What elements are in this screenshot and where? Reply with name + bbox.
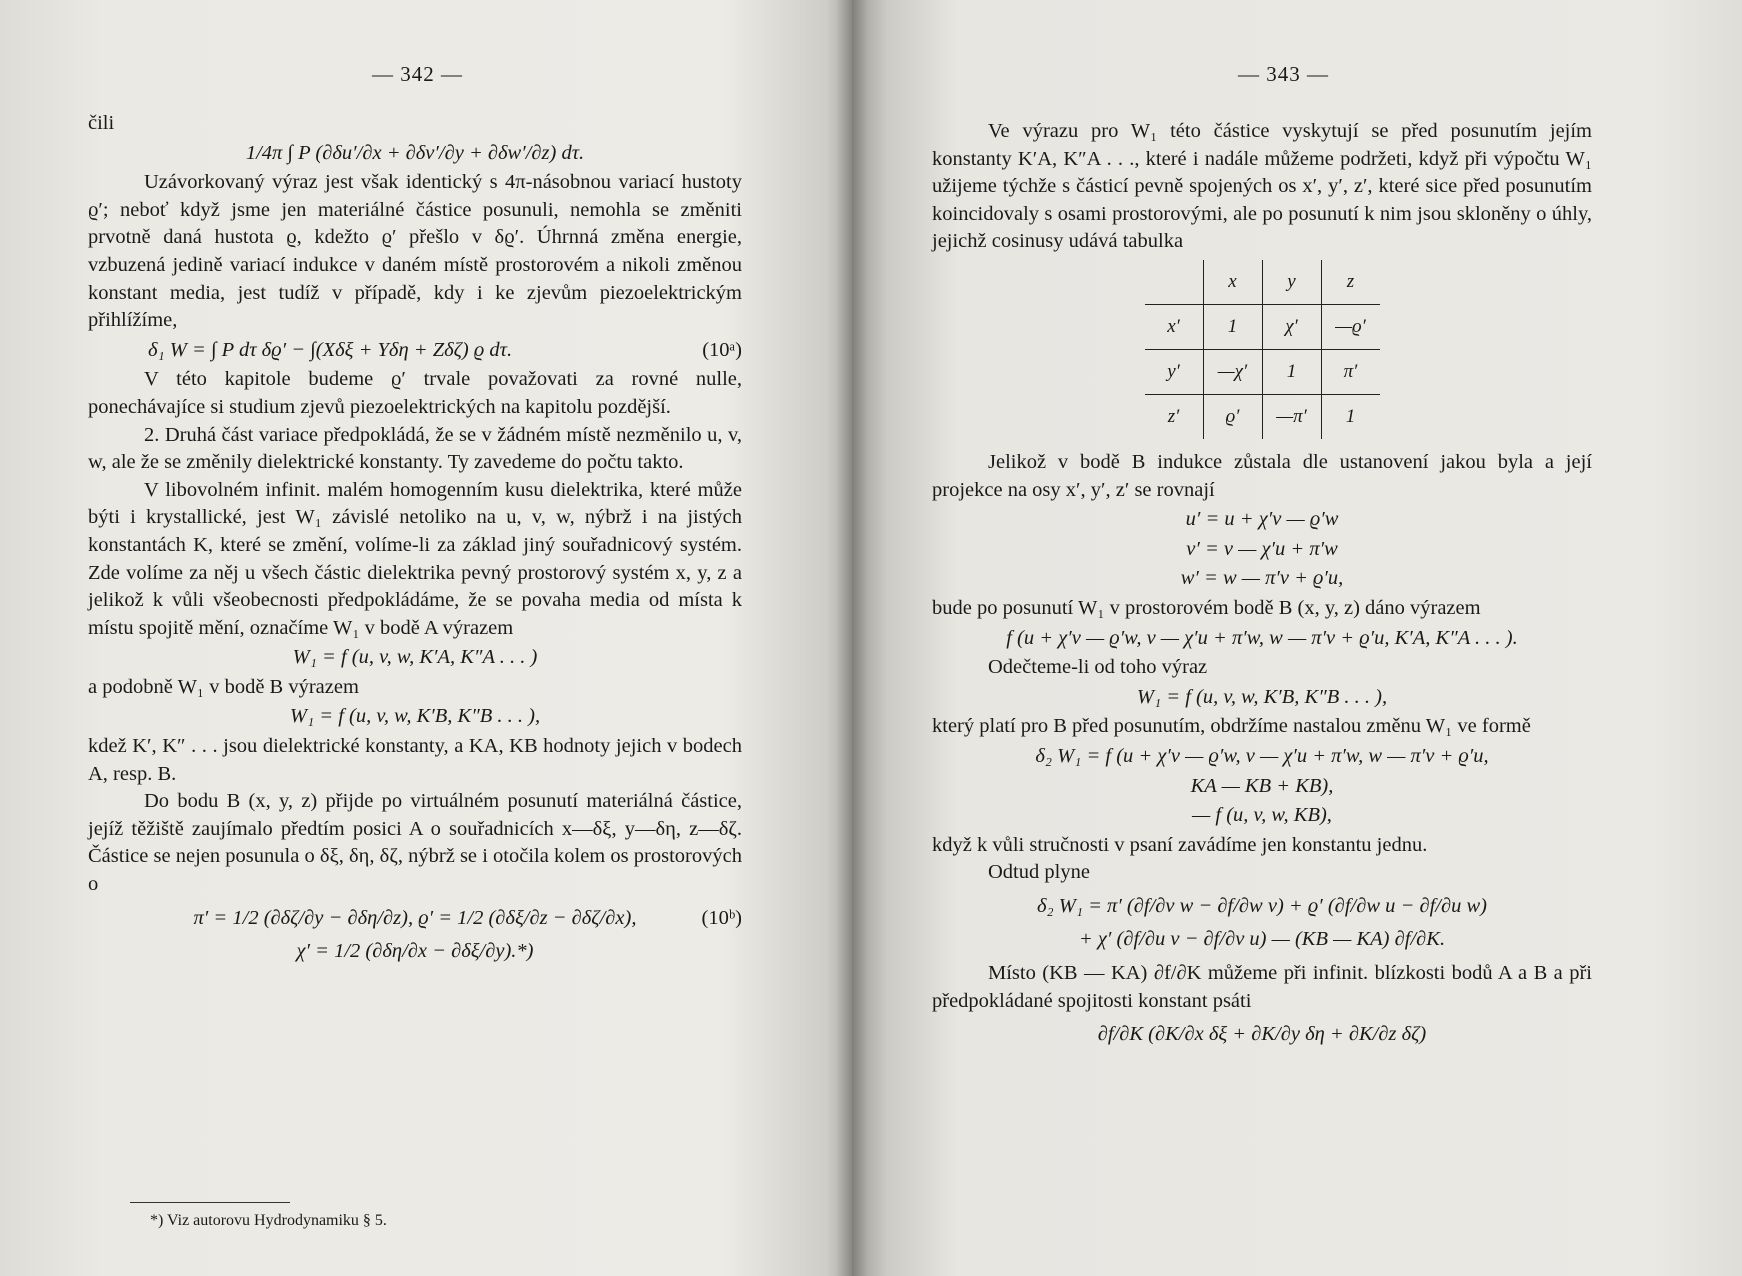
table-cell: 1 bbox=[1321, 394, 1380, 439]
right-text-column bbox=[932, 118, 1592, 1055]
paragraph-brevity: když k vůli stručnosti v psaní zavádíme jen konstantu jednu. bbox=[932, 833, 1428, 856]
table-header-y: y bbox=[1262, 260, 1321, 305]
page-number-left: — 342 — bbox=[372, 62, 463, 86]
footnote-rule bbox=[130, 1202, 290, 1203]
footnote: *) Viz autorovu Hydrodynamiku § 5. bbox=[150, 1212, 387, 1229]
paragraph-dielectric: V libovolném infinit. malém homogenním kusu dielektrika, které může býti i krystallické, jest W₁ závislé netoliko na u, v, w, nýbrž i na jistých konstantách K, které se změní, volíme-li za základ jiný souřadnicový systém. Zde volíme za něj u všech částic dielektrika pevný prostorový systém x, y, z a jelikož k vůli všeobecnosti předpokládáme, že se povaha media od místa k místu spojitě mění, označíme W₁ v bodě A výrazem bbox=[88, 478, 742, 639]
equation-10b-number: (10ᵇ) bbox=[701, 906, 742, 929]
cosine-table-header bbox=[1145, 260, 1380, 305]
right-page bbox=[852, 0, 1742, 1276]
paragraph-induction: Jelikož v bodě B indukce zůstala dle ustanovení jakou byla a její projekce na osy x′, y′, z′ se rovnají bbox=[932, 450, 1592, 501]
table-cell: 1 bbox=[1262, 349, 1321, 394]
paragraph-similarly: a podobně W₁ v bodě B výrazem bbox=[88, 675, 359, 698]
equation-delta2-line2: KA — KB + KB), bbox=[1190, 774, 1334, 797]
gutter-shade-right bbox=[852, 0, 868, 1276]
left-text-column bbox=[88, 110, 742, 968]
table-row-label: y′ bbox=[1145, 349, 1204, 394]
paragraph-constants: kdež K′, K″ . . . jsou dielektrické konstanty, a KA, KB hodnoty jejich v bodech A, resp. B. bbox=[88, 735, 742, 785]
table-header-z: z bbox=[1321, 260, 1380, 305]
paragraph-instead: Místo (KB — KA) ∂f/∂K můžeme při infinit. blízkosti bodů A a B a při předpokládané spojitosti konstant psáti bbox=[932, 962, 1592, 1012]
equation-w-prime: w′ = w — π′v + ϱ′u, bbox=[1180, 567, 1344, 590]
paragraph-after-shift: bude po posunutí W₁ v prostorovém bodě B (x, y, z) dáno výrazem bbox=[932, 596, 1481, 619]
equation-10a bbox=[88, 337, 742, 365]
equation-w1-b: W₁ = f (u, v, w, K′B, K″B . . . ), bbox=[289, 705, 541, 728]
equation-10a-number: (10ᵃ) bbox=[702, 338, 742, 361]
equation-10b-body: π′ = 1/2 (∂δζ/∂y − ∂δη/∂z), ϱ′ = 1/2 (∂δξ/∂z − ∂δζ/∂x), bbox=[193, 906, 637, 929]
table-cell: π′ bbox=[1321, 349, 1380, 394]
equation-10b bbox=[88, 905, 742, 933]
equation-10a-body: δ₁ W = ∫ P dτ δϱ′ − ∫(Xδξ + Yδη + Zδζ) ϱ dτ. bbox=[148, 338, 513, 361]
table-row-label: z′ bbox=[1167, 406, 1180, 428]
paragraph-rho-zero: V této kapitole budeme ϱ′ trvale považovati za rovné nulle, ponechávajíce si studium zjevů piezoelektrických na kapitolu pozdější. bbox=[88, 368, 742, 418]
paragraph-virtual-shift: Do bodu B (x, y, z) přijde po virtuálném posunutí materiálná částice, jejíž těžiště zaujímalo předtím posici A o souřadnicích x—δξ, y—δη, z—δζ. Částice se nejen posunula o δξ, δη, δζ, nýbrž se i otočila kolem os prostorových o bbox=[88, 790, 742, 896]
paragraph-subtract: Odečteme-li od toho výraz bbox=[988, 656, 1208, 679]
equation-result-line1: δ₂ W₁ = π′ (∂f/∂v w − ∂f/∂w v) + ϱ′ (∂f/∂w u − ∂f/∂u w) bbox=[1036, 894, 1487, 917]
table-row bbox=[1145, 394, 1380, 439]
cili-word: čili bbox=[88, 112, 115, 134]
equation-delta2-line3: — f (u, v, w, KB), bbox=[1192, 804, 1332, 827]
paragraph-change-form: který platí pro B před posunutím, obdržíme nastalou změnu W₁ ve formě bbox=[932, 715, 1531, 738]
table-cell: —ϱ′ bbox=[1321, 304, 1380, 349]
table-cell: 1 bbox=[1203, 304, 1262, 349]
equation-v-prime: v′ = v — χ′u + π′w bbox=[1186, 537, 1338, 560]
equation-w1-b-right: W₁ = f (u, v, w, K′B, K″B . . . ), bbox=[1136, 685, 1388, 708]
table-header-x: x bbox=[1203, 260, 1262, 305]
table-cell bbox=[1145, 260, 1204, 305]
paragraph-expression: Ve výrazu pro W₁ této částice vyskytují se před posunutím jejím konstanty K′A, K″A . . ., které i nadále můžeme podržeti, když při výpočtu W₁ užijeme týchže s částicí pevně spojených os x′, y′, z′, které sice před posunutím koincidovaly s osami prostorovými, ale po posunutí k nim jsou skloněny o úhly, jejichž cosinusy udává tabulka bbox=[932, 120, 1592, 253]
equation-integral-divergence: 1/4π ∫ P (∂δu′/∂x + ∂δv′/∂y + ∂δw′/∂z) dτ. bbox=[245, 141, 585, 164]
equation-f-shifted: f (u + χ′v — ϱ′w, v — χ′u + π′w, w — π′v + ϱ′u, K′A, K″A . . . ). bbox=[1006, 626, 1518, 649]
table-cell: ϱ′ bbox=[1203, 394, 1262, 439]
equation-u-prime: u′ = u + χ′v — ϱ′w bbox=[1185, 508, 1339, 531]
table-row-label: x′ bbox=[1145, 304, 1204, 349]
page-number-right: — 343 — bbox=[1238, 62, 1329, 86]
equation-delta2-line1: δ₂ W₁ = f (u + χ′v — ϱ′w, v — χ′u + π′w, w — π′v + ϱ′u, bbox=[1035, 744, 1489, 767]
paragraph-hence: Odtud plyne bbox=[988, 861, 1090, 884]
table-cell: —χ′ bbox=[1203, 349, 1262, 394]
cosine-table bbox=[1145, 260, 1380, 439]
equation-w1-a: W₁ = f (u, v, w, K′A, K″A . . . ) bbox=[292, 646, 538, 669]
gutter-shade-left bbox=[836, 0, 852, 1276]
paragraph-density: Uzávorkovaný výraz jest však identický s 4π-násobnou variací hustoty ϱ′; neboť když jsme jen materiálné částice posunuli, nemohla se změniti prvotně daná hustota ϱ, kdežto ϱ′ přešlo v δϱ′. Úhrnná změna energie, vzbuzená jedině variací indukce v daném místě prostorovém a nikoli změnou konstant media, jest tudíž v případě, kdy i ke zjevům piezoelektrickým přihlížíme, bbox=[88, 171, 742, 332]
table-row bbox=[1145, 349, 1380, 394]
paragraph-second-part: 2. Druhá část variace předpokládá, že se v žádném místě nezměnilo u, v, w, ale že se změnily dielektrické konstanty. Ty zavedeme do počtu takto. bbox=[88, 423, 742, 474]
table-cell: —π′ bbox=[1262, 394, 1321, 439]
table-cell: χ′ bbox=[1262, 304, 1321, 349]
equation-gradient: ∂f/∂K (∂K/∂x δξ + ∂K/∂y δη + ∂K/∂z δζ) bbox=[1097, 1023, 1427, 1046]
table-row bbox=[1145, 304, 1380, 349]
left-page bbox=[0, 0, 852, 1276]
equation-result-line2: + χ′ (∂f/∂u v − ∂f/∂v u) — (KB — KA) ∂f/∂K. bbox=[1078, 928, 1446, 951]
equation-chi: χ′ = 1/2 (∂δη/∂x − ∂δξ/∂y).*) bbox=[296, 940, 534, 963]
